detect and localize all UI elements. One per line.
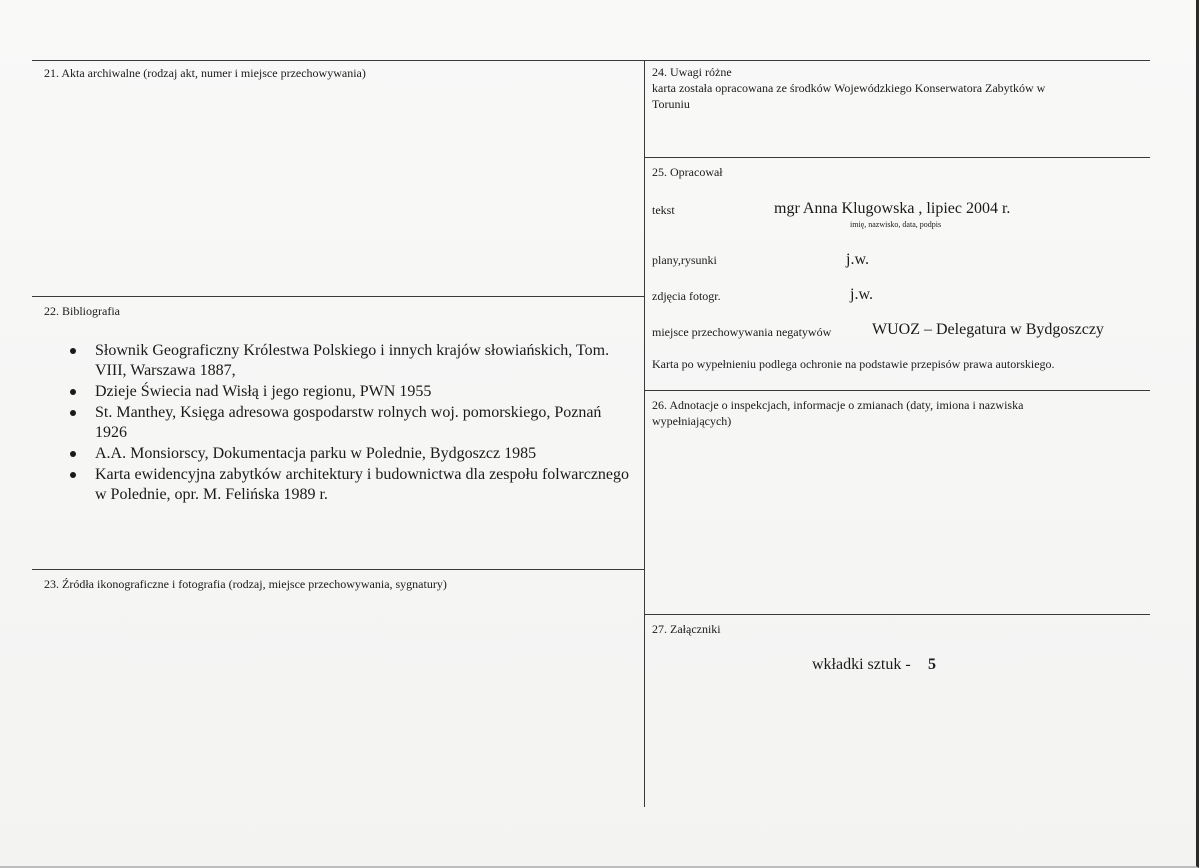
sec24-text-line1: karta została opracowana ze środków Wojewódzkiego Konserwatora Zabytków w — [652, 81, 1046, 95]
sec26-label-line2: wypełniających) — [652, 414, 732, 428]
bibliography-entry: A.A. Monsiorscy, Dokumentacja parku w Polednie, Bydgoszcz 1985 — [95, 445, 537, 462]
divider-top — [32, 60, 1150, 61]
bullet-icon — [70, 451, 76, 457]
bibliography-entry: Karta ewidencyjna zabytków architektury i budownictwa dla zespołu folwarcznego w Polednie, opr. M. Felińska 1989 r. — [95, 466, 630, 503]
divider-sec24-sec25 — [644, 157, 1150, 158]
bibliography-entry: Słownik Geograficzny Królestwa Polskiego i innych krajów słowiańskich, Tom. VIII, Warszawa 1887, — [95, 342, 610, 379]
bibliography-entry: St. Manthey, Księga adresowa gospodarstw rolnych woj. pomorskiego, Poznań 1926 — [95, 404, 602, 441]
bibliography-list — [70, 341, 630, 506]
divider-sec25-sec26 — [644, 390, 1150, 391]
negatywy-value: WUOZ – Delegatura w Bydgoszczy — [872, 321, 1104, 338]
plany-value: j.w. — [846, 251, 869, 268]
bullet-icon — [70, 410, 76, 416]
sec23-label: 23. Źródła ikonograficzne i fotografia (rodzaj, miejsce przechowywania, sygnatury) — [44, 577, 447, 591]
zdjecia-value: j.w. — [850, 286, 873, 303]
list-item — [70, 444, 630, 464]
sec27-label: 27. Załączniki — [652, 622, 721, 636]
negatywy-label: miejsce przechowywania negatywów — [652, 325, 832, 339]
wkladki-label: wkładki sztuk - — [812, 656, 911, 673]
bibliography-entry: Dzieje Świecia nad Wisłą i jego regionu, PWN 1955 — [95, 383, 432, 400]
bullet-icon — [70, 472, 76, 478]
sec26-label-line1: 26. Adnotacje o inspekcjach, informacje o zmianach (daty, imiona i nazwiska — [652, 398, 1024, 412]
column-divider — [644, 60, 645, 807]
list-item — [70, 382, 630, 402]
divider-sec26-sec27 — [644, 614, 1150, 615]
list-item — [70, 403, 630, 443]
sec24-label: 24. Uwagi różne — [652, 65, 732, 79]
plany-label: plany,rysunki — [652, 253, 717, 267]
sec21-label: 21. Akta archiwalne (rodzaj akt, numer i miejsce przechowywania) — [44, 66, 366, 80]
tekst-caption: imię, nazwisko, data, podpis — [850, 220, 942, 229]
sec24-text-line2: Toruniu — [652, 97, 690, 111]
zdjecia-label: zdjęcia fotogr. — [652, 289, 721, 303]
list-item — [70, 341, 630, 381]
sec22-label: 22. Bibliografia — [44, 304, 120, 318]
divider-sec22-sec23 — [32, 569, 644, 570]
list-item — [70, 465, 630, 505]
sec25-label: 25. Opracował — [652, 165, 723, 179]
wkladki-count: 5 — [928, 656, 936, 673]
tekst-label: tekst — [652, 203, 675, 217]
divider-sec21-sec22 — [32, 296, 644, 297]
bullet-icon — [70, 389, 76, 395]
tekst-value: mgr Anna Klugowska , lipiec 2004 r. — [774, 200, 1011, 217]
bullet-icon — [70, 348, 76, 354]
copyright-note: Karta po wypełnieniu podlega ochronie na podstawie przepisów prawa autorskiego. — [652, 357, 1055, 371]
